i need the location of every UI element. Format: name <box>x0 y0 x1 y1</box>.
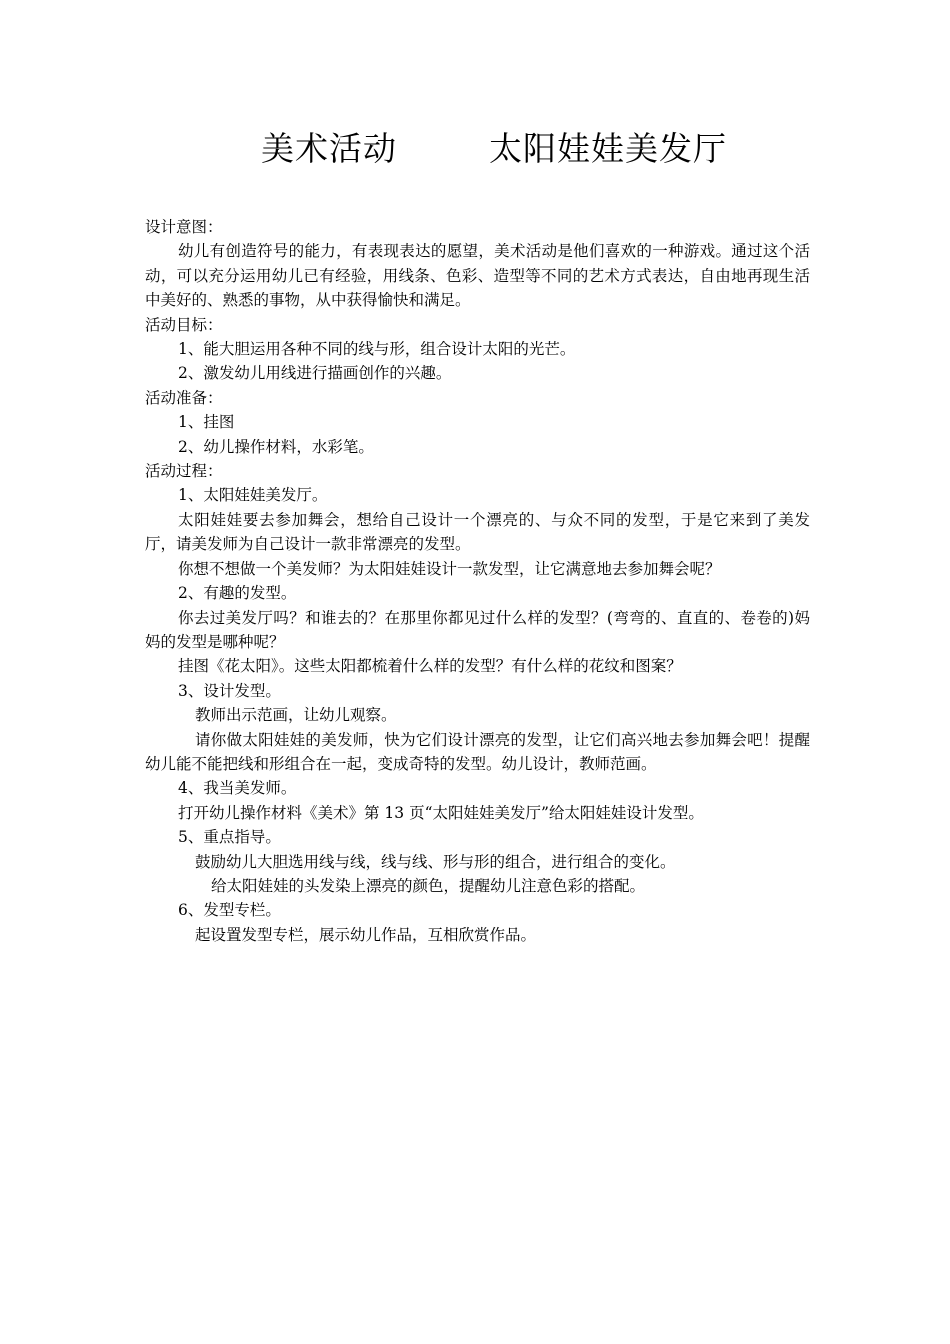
paragraph: 5、重点指导。 <box>178 828 281 847</box>
paragraph: 2、幼儿操作材料，水彩笔。 <box>178 437 374 456</box>
paragraph: 给太阳娃娃的头发染上漂亮的颜色，提醒幼儿注意色彩的搭配。 <box>211 876 646 895</box>
paragraph: 鼓励幼儿大胆选用线与线，线与线、形与形的组合，进行组合的变化。 <box>195 852 676 871</box>
paragraph: 打开幼儿操作材料《美术》第 13 页“太阳娃娃美发厅”给太阳娃娃设计发型。 <box>178 803 704 822</box>
document-title: 美术活动 太阳娃娃美发厅 <box>261 129 727 168</box>
paragraph: 1、能大胆运用各种不同的线与形，组合设计太阳的光芒。 <box>178 340 576 359</box>
paragraph: 2、激发幼儿用线进行描画创作的兴趣。 <box>178 364 452 383</box>
paragraph: 你去过美发厅吗？和谁去的？在那里你都见过什么样的发型？(弯弯的、直直的、卷卷的)妈妈的发型是哪种呢？ <box>145 608 810 651</box>
paragraph: 你想不想做一个美发师？为太阳娃娃设计一款发型，让它满意地去参加舞会呢？ <box>178 559 721 578</box>
paragraph: 6、发型专栏。 <box>178 901 281 920</box>
paragraph: 幼儿有创造符号的能力，有表现表达的愿望，美术活动是他们喜欢的一种游戏。通过这个活动，可以充分运用幼儿已有经验，用线条、色彩、造型等不同的艺术方式表达，自由地再现生活中美好的、熟悉的事物，从中获得愉快和满足。 <box>145 242 810 310</box>
paragraph: 1、挂图 <box>178 413 235 432</box>
paragraph: 太阳娃娃要去参加舞会，想给自己设计一个漂亮的、与众不同的发型，于是它来到了美发厅，请美发师为自己设计一款非常漂亮的发型。 <box>145 510 810 554</box>
section-heading: 活动准备： <box>145 388 223 407</box>
paragraph: 挂图《花太阳》。这些太阳都梳着什么样的发型？有什么样的花纹和图案？ <box>178 657 682 676</box>
section-heading: 活动过程： <box>145 462 223 481</box>
paragraph: 起设置发型专栏，展示幼儿作品，互相欣赏作品。 <box>195 925 537 944</box>
paragraph: 教师出示范画，让幼儿观察。 <box>195 706 397 725</box>
paragraph: 请你做太阳娃娃的美发师，快为它们设计漂亮的发型，让它们高兴地去参加舞会吧！提醒幼儿能不能把线和形组合在一起，变成奇特的发型。幼儿设计，教师范画。 <box>145 730 810 773</box>
section-heading: 设计意图： <box>145 218 223 236</box>
paragraph: 2、有趣的发型。 <box>178 584 297 603</box>
section-heading: 活动目标： <box>145 315 223 334</box>
paragraph: 1、太阳娃娃美发厅。 <box>178 486 328 505</box>
paragraph: 4、我当美发师。 <box>178 779 297 798</box>
document-body <box>145 215 810 947</box>
paragraph: 3、设计发型。 <box>178 681 281 700</box>
